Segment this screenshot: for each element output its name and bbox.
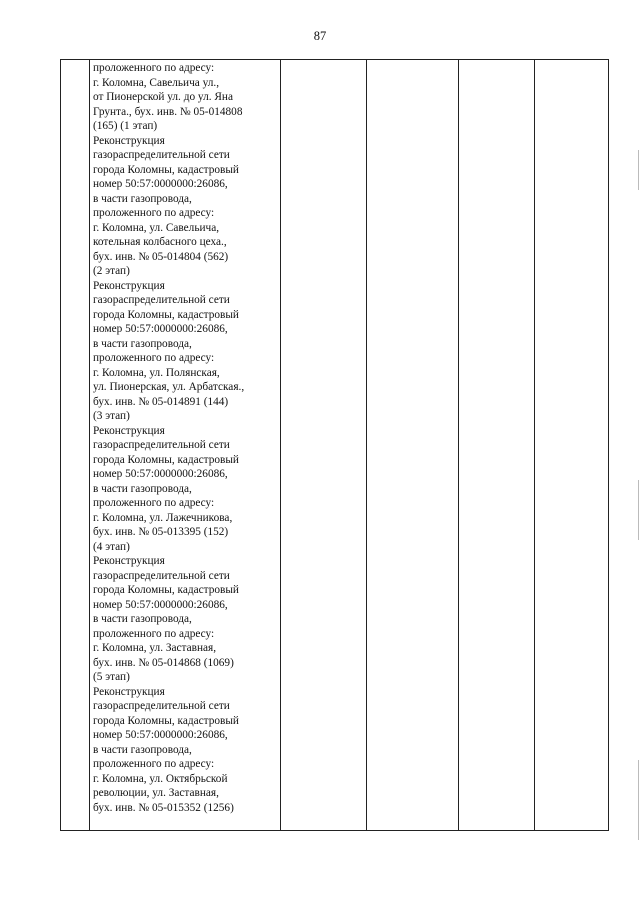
scan-edge-mark xyxy=(638,150,639,190)
entry-stage-6: Реконструкция газораспределительной сети города Коломны, кадастровый номер 50:57:0000000:26086, в части газопровода, проложенного по адресу: г. Коломна, ул. Октябрьской революции, ул. Заставная, бух. инв. № 05-015352 (1256) xyxy=(93,685,239,814)
page-number: 87 xyxy=(313,29,327,43)
entry-stage-1-continued: проложенного по адресу: г. Коломна, Савельича ул., от Пионерской ул. до ул. Яна Грунта., бух. инв. № 05-014808 (165) (1 этап) xyxy=(93,62,243,132)
entry-stage-3: Реконструкция газораспределительной сети города Коломны, кадастровый номер 50:57:0000000:26086, в части газопровода, проложенного по адресу: г. Коломна, ул. Полянская, ул. Пионерская, ул. Арбатская., бух. инв. № 05-014891 (144) (3 этап) xyxy=(93,279,245,422)
empty-cell xyxy=(281,60,367,831)
entry-stage-2: Реконструкция газораспределительной сети города Коломны, кадастровый номер 50:57:0000000:26086, в части газопровода, проложенного по адресу: г. Коломна, ул. Савельича, котельная колбасного цеха., бух. инв. № 05-014804 (562) (2 этап) xyxy=(93,134,239,277)
entry-stage-5: Реконструкция газораспределительной сети города Коломны, кадастровый номер 50:57:0000000:26086, в части газопровода, проложенного по адресу: г. Коломна, ул. Заставная, бух. инв. № 05-014868 (1069) (5 этап) xyxy=(93,555,239,683)
empty-cell xyxy=(459,60,535,831)
scan-edge-mark xyxy=(638,480,639,540)
number-cell xyxy=(61,60,90,831)
empty-cell xyxy=(367,60,459,831)
registry-table xyxy=(60,59,609,831)
empty-cell xyxy=(535,60,609,831)
table-row xyxy=(61,60,609,831)
entry-stage-4: Реконструкция газораспределительной сети города Коломны, кадастровый номер 50:57:0000000:26086, в части газопровода, проложенного по адресу: г. Коломна, ул. Лажечникова, бух. инв. № 05-013395 (152) (4 этап) xyxy=(93,424,239,553)
scan-edge-mark xyxy=(638,760,639,840)
description-cell xyxy=(90,60,281,831)
